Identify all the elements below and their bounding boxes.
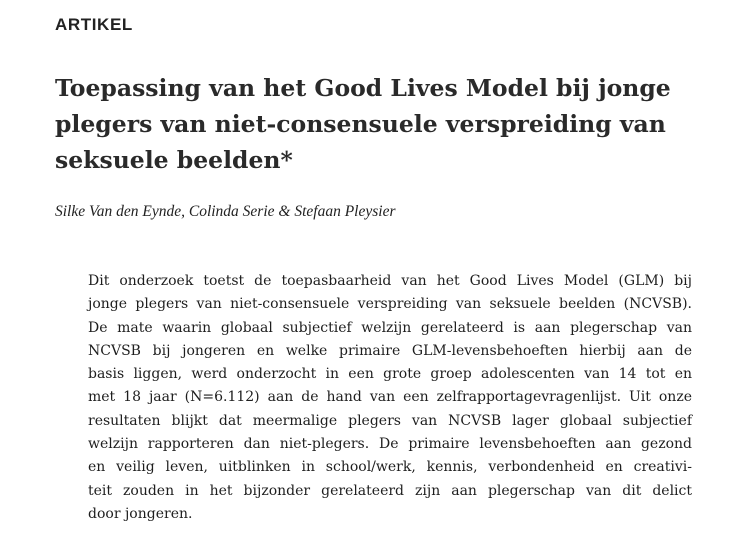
abstract-line: basis liggen, werd onderzocht in een grote groep adolescenten van 14 tot en xyxy=(88,366,692,383)
article-authors: Silke Van den Eynde, Colinda Serie & Stefaan Pleysier xyxy=(55,203,396,220)
abstract-line: met 18 jaar (N=6.112) aan de hand van een zelfrapportagevragenlijst. Uit onze xyxy=(88,389,692,406)
article-title: Toepassing van het Good Lives Model bij jonge plegers van niet-consensuele verspreiding van seksuele beelden* xyxy=(55,74,671,174)
article-abstract xyxy=(88,270,692,526)
abstract-line: welzijn rapporteren dan niet-plegers. De primaire levensbehoeften aan gezond xyxy=(88,436,692,453)
abstract-line: en veilig leven, uitblinken in school/werk, kennis, verbondenheid en creativi- xyxy=(88,459,692,476)
abstract-line: NCVSB bij jongeren en welke primaire GLM-levensbehoeften hierbij aan de xyxy=(88,342,692,359)
abstract-line: Dit onderzoek toetst de toepasbaarheid van het Good Lives Model (GLM) bij xyxy=(88,273,692,289)
abstract-line: resultaten blijkt dat meermalige plegers van NCVSB lager globaal subjectief xyxy=(88,412,692,429)
abstract-line: jonge plegers van niet-consensuele verspreiding van seksuele beelden (NCVSB). xyxy=(88,296,692,313)
abstract-line: teit zouden in het bijzonder gerelateerd zijn aan plegerschap van dit delict xyxy=(88,482,692,499)
section-label: ARTIKEL xyxy=(55,15,133,34)
abstract-line: De mate waarin globaal subjectief welzijn gerelateerd is aan plegerschap van xyxy=(88,319,692,336)
abstract-line: door jongeren. xyxy=(88,505,193,522)
